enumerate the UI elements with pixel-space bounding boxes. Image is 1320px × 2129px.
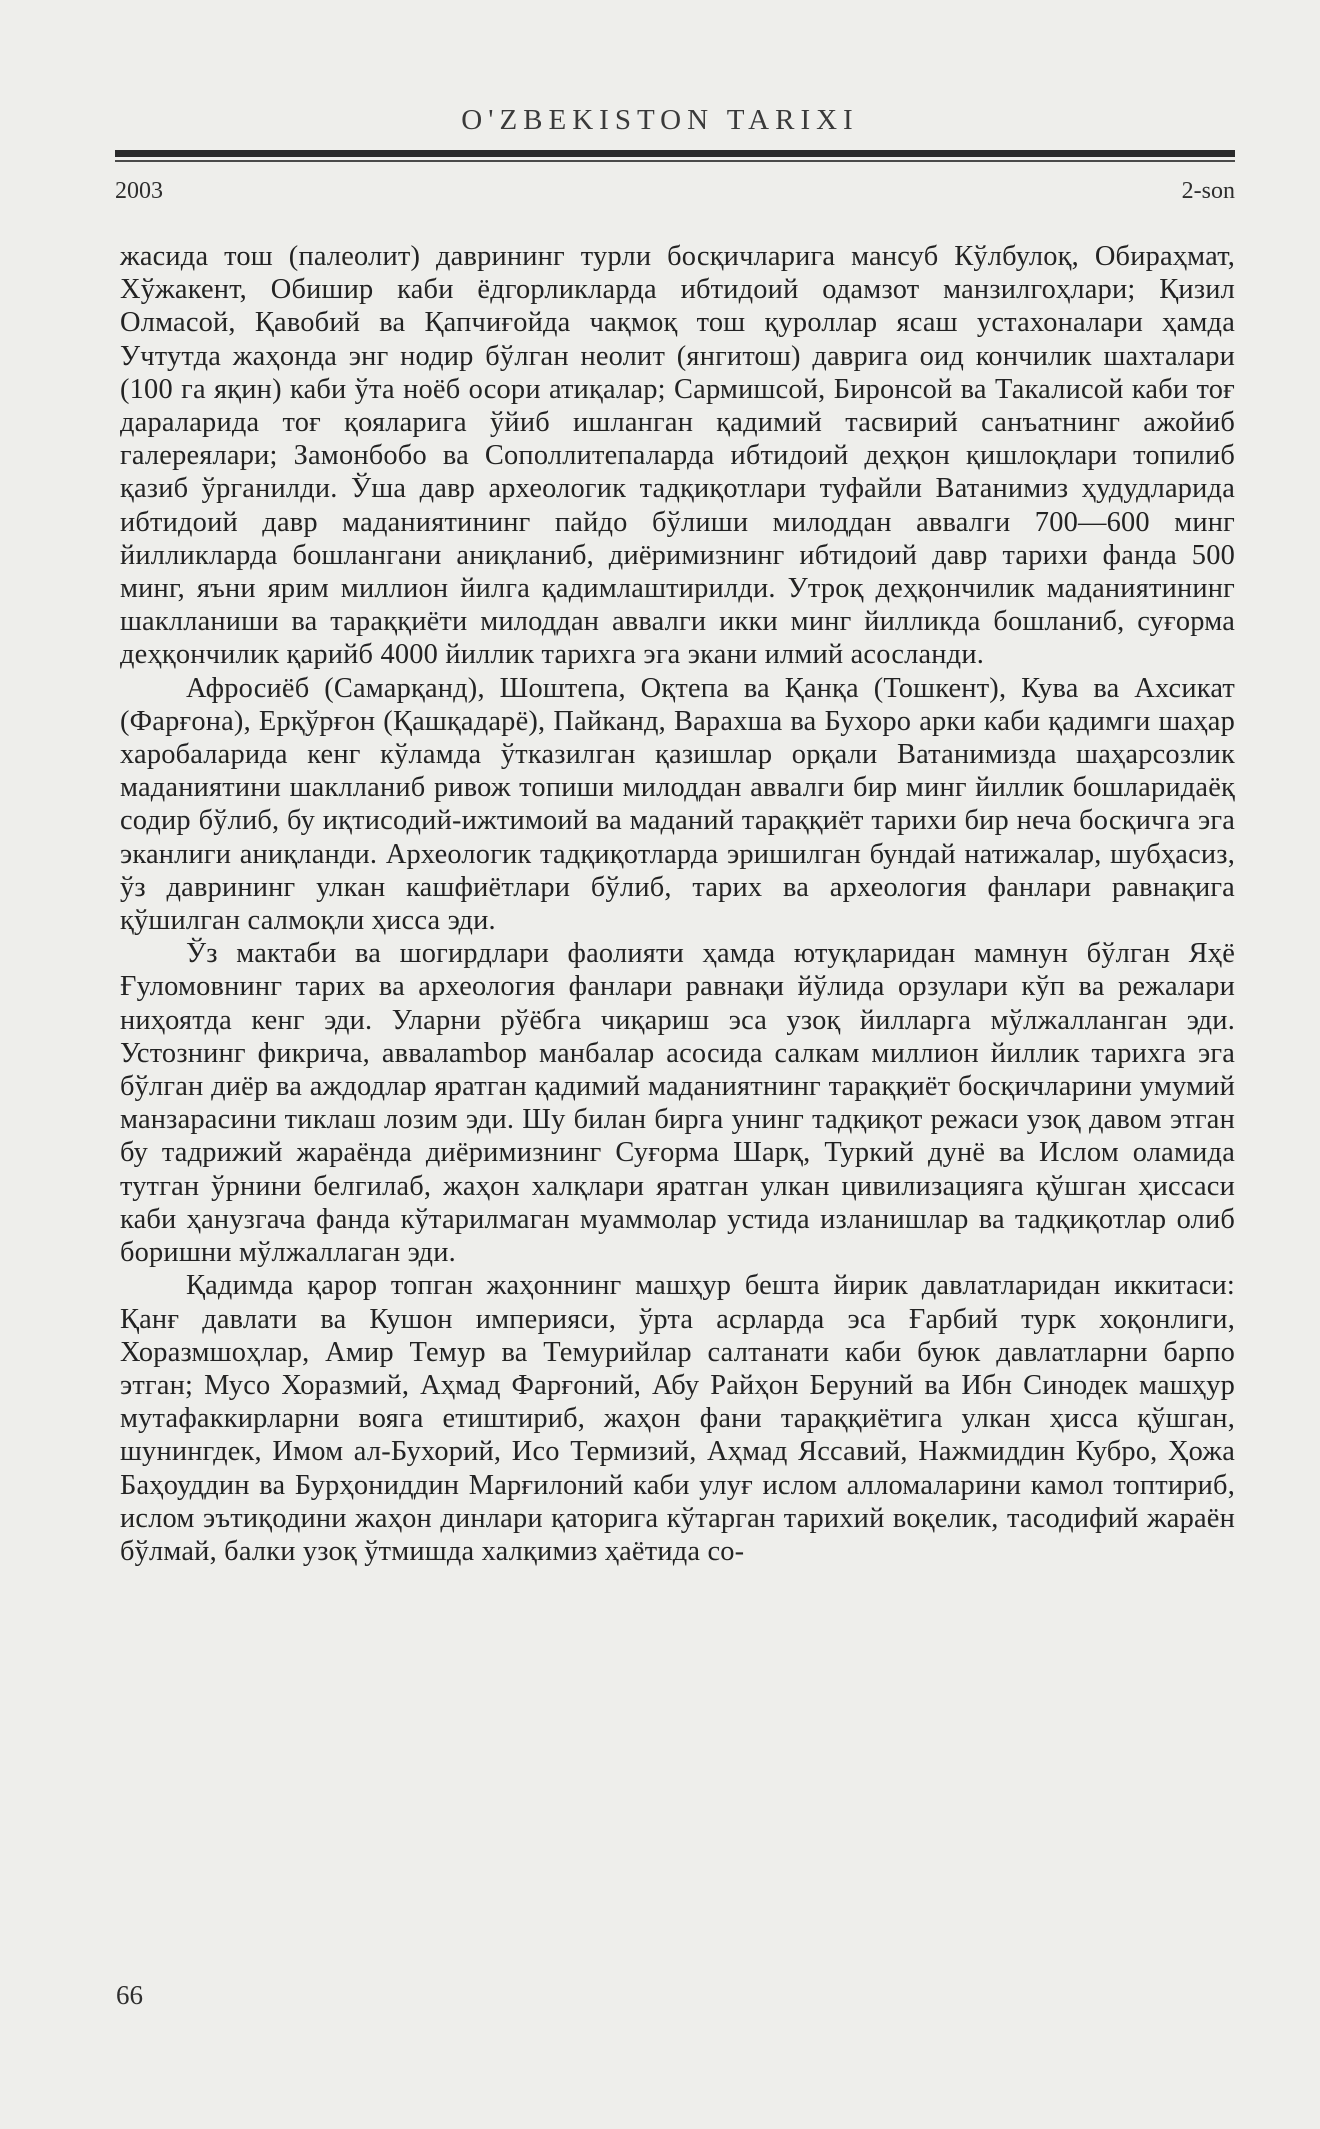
paragraph-1: жасида тош (палеолит) даврининг турли босқичларига мансуб Кўлбулоқ, Обираҳмат, Хўжакент, Обишир каби ёдгорликларда ибтидоий одамзот манзилгоҳлари; Қизил Олмасой, Қавобий ва Қапчиғойда чақмоқ тош қуроллар ясаш устахоналари ҳамда Учтутда жаҳонда энг нодир бўлган неолит (янгитош) даврига оид кончилик шахталари (100 га яқин) каби ўта ноёб осори атиқалар; Сармишсой, Биронсой ва Такалисой каби тоғ дараларида тоғ қояларига ўйиб ишланган қадимий тасвирий санъатнинг ажойиб галереялари; Замонбобо ва Сополлитепаларда ибтидоий деҳқон қишлоқлари топилиб қазиб ўрганилди. Ўша давр археологик тадқиқотлари туфайли Ватанимиз ҳудудларида ибтидоий давр маданиятининг пайдо бўлиши милоддан аввалги 700—600 минг йилликларда бошлангани аниқланиб, диёримизнинг ибтидоий давр тарихи фанда 500 минг, яъни ярим миллион йилга қадимлаштирилди. Утроқ деҳқончилик маданиятининг шаклланиши ва тараққиёти милоддан аввалги икки минг йилликда бошланиб, суғорма деҳқончилик қарийб 4000 йиллик тарихга эга экани илмий асосланди. <box>120 241 1235 671</box>
issue-year: 2003 <box>115 178 163 204</box>
journal-title: O'ZBEKISTON TARIXI <box>461 104 859 136</box>
paragraph-3: Ўз мактаби ва шогирдлари фаолияти ҳамда ютуқларидан мамнун бўлган Яҳё Ғуломовнинг тарих ва археология фанлари равнақи йўлида орзулари кўп ва режалари ниҳоятда кенг эди. Уларни рўёбга чиқариш эса узоқ йилларга мўлжалланган эди. Устознинг фикрича, аввалambор манбалар асосида салкам миллион йиллик тарихга эга бўлган диёр ва аждодлар яратган қадимий маданиятнинг тараққиёт босқичларини умумий манзарасини тиклаш лозим эди. Шу билан бирга унинг тадқиқот режаси узоқ давом этган бу тадрижий жараёнда диёримизнинг Суғорма Шарқ, Туркий дунё ва Ислом оламида тутган ўрнини белгилаб, жаҳон халқлари яратган улкан цивилизацияга қўшган ҳиссаси каби ҳанузгача фанда кўтарилмаган муаммолар устида изланишлар ва тадқиқотлар олиб боришни мўлжаллаган эди. <box>120 938 1235 1269</box>
paragraph-4: Қадимда қарор топган жаҳоннинг машҳур бешта йирик давлатларидан иккитаси: Қанғ давлати ва Кушон империяси, ўрта асрларда эса Ғарбий турк хоқонлиги, Хоразмшоҳлар, Амир Темур ва Темурийлар салтанати каби буюк давлатларни барпо этган; Мусо Хоразмий, Аҳмад Фарғоний, Абу Райҳон Беруний ва Ибн Синодек машҳур мутафаккирларни вояга етиштириб, жаҳон фани тараққиётига улкан ҳисса қўшган, шунингдек, Имом ал-Бухорий, Исо Термизий, Аҳмад Яссавий, Нажмиддин Кубро, Ҳожа Баҳоуддин ва Бурҳониддин Марғилоний каби улуғ ислом алломаларини камол топтириб, ислом эътиқодини жаҳон динлари қаторига кўтарган тарихий воқелик, тасодифий жараён бўлмай, балки узоқ ўтмишда халқимиз ҳаётида со- <box>120 1270 1235 1567</box>
article-body <box>120 240 1235 1568</box>
page-number: 66 <box>116 1980 143 2010</box>
header-rule-thick <box>115 150 1235 157</box>
paragraph-2: Афросиёб (Самарқанд), Шоштепа, Оқтепа ва Қанқа (Тошкент), Кува ва Ахсикат (Фарғона), Ерқўрғон (Қашқадарё), Пайканд, Варахша ва Бухоро арки каби қадимги шаҳар харобаларида кенг кўламда ўтказилган қазишлар орқали Ватанимизда шаҳарсозлик маданиятини шаклланиб ривож топиши милоддан аввалги бир минг йиллик бошларидаёқ содир бўлиб, бу иқтисодий-ижтимоий ва маданий тараққиёт тарихи бир неча босқичга эга эканлиги аниқланди. Археологик тадқиқотларда эришилган бундай натижалар, шубҳасиз, ўз даврининг улкан кашфиётлари бўлиб, тарих ва археология фанлари равнақига қўшилган салмоқли ҳисса эди. <box>120 672 1235 937</box>
issue-number: 2-son <box>1181 178 1235 204</box>
header-rule-thin <box>115 160 1235 162</box>
